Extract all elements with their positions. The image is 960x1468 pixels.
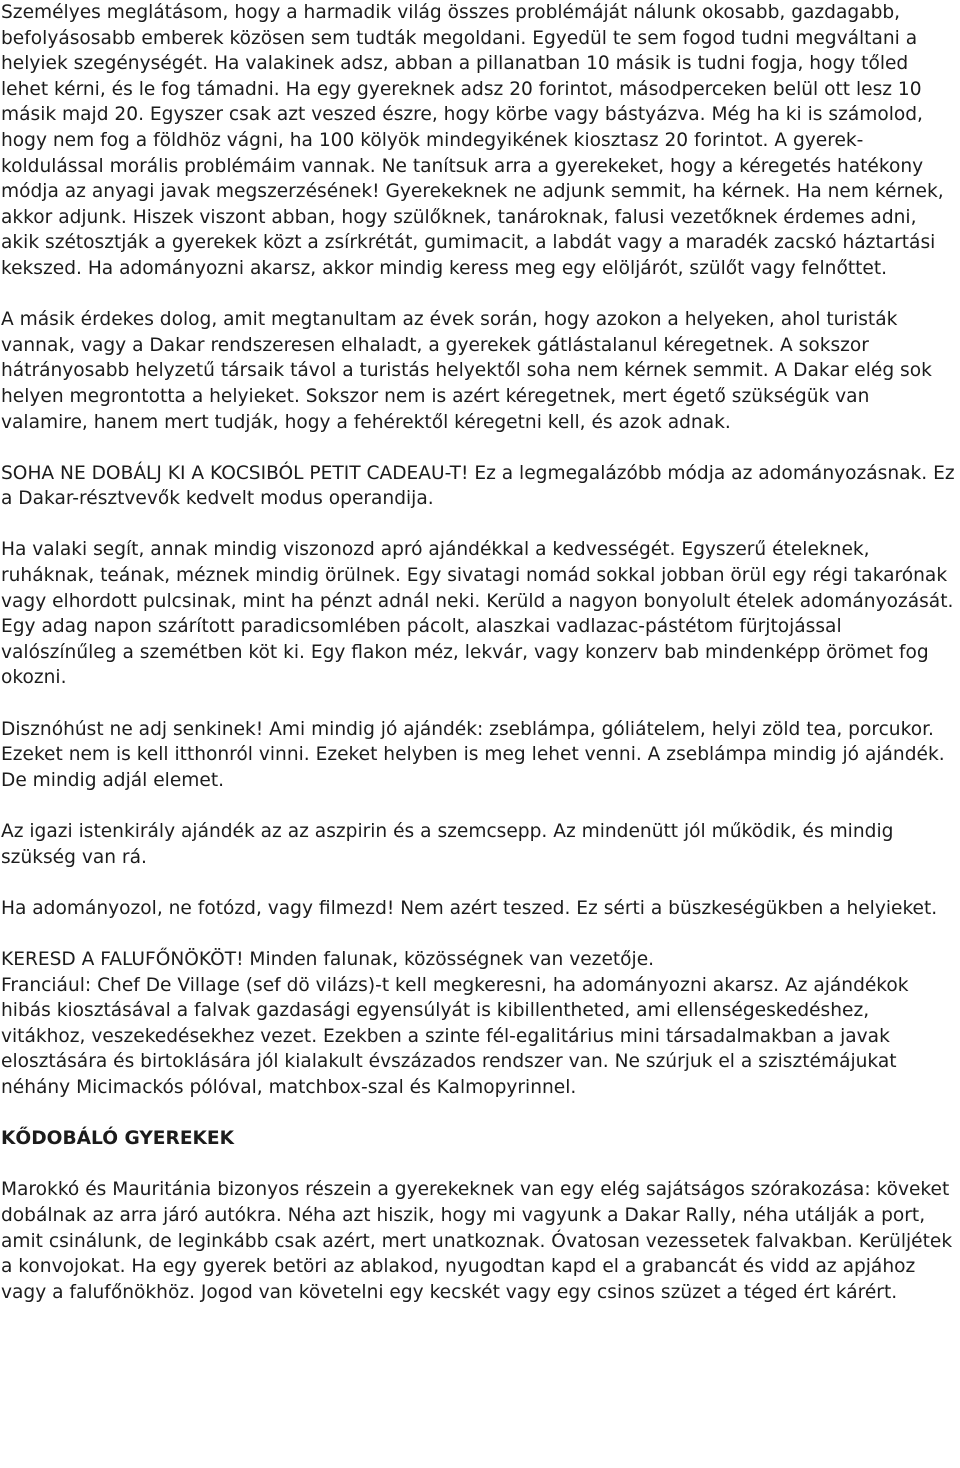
- paragraph-tourist-begging: A másik érdekes dolog, amit megtanultam az évek során, hogy azokon a helyeken, ahol turisták vannak, vagy a Dakar rendszeresen elhaladt, a gyerekek gátlástalanul kéregetnek. A sokszor hátrányosabb helyzetű társaik távol a turistás helyektől soha nem kérnek semmit. A Dakar elég sok helyen megrontotta a helyieket. Sokszor nem is azért kéregetnek, mert égető szükségük van valamire, hanem mert tudják, hogy a fehérektől kéregetni kell, és azok adnak.: [1, 309, 932, 433]
- paragraph-pork: Disznóhúst ne adj senkinek! Ami mindig jó ajándék: zseblámpa, góliátelem, helyi zöld tea, porcukor. Ezeket nem is kell itthonról vinni. Ezeket helyben is meg lehet venni. A zseblámpa mindig jó ajándék. De mindig adjál elemet.: [1, 718, 945, 791]
- paragraph-gifts: Ha valaki segít, annak mindig viszonozd apró ajándékkal a kedvességét. Egyszerű ételeknek, ruháknak, teának, méznek mindig örülnek. Egy sivatagi nomád sokkal jobban örül egy régi takarónak vagy elhordott pulcsinak, mint ha pénzt adnál neki. Kerüld a nagyon bonyolult ételek adományozását. Egy adag napon szárított paradicsomlében pácolt, alaszkai vadlazac-pástétom fürjtojással valószínűleg a szemétben köt ki. Egy flakon méz, lekvár, vagy konzerv bab mindenképp örömet fog okozni.: [1, 539, 954, 689]
- paragraph-village-chief: KERESD A FALUFŐNÖKÖT! Minden falunak, közösségnek van vezetője.: [1, 948, 655, 970]
- paragraph-no-photo: Ha adományozol, ne fotózd, vagy filmezd! Nem azért teszed. Ez sérti a büszkeségükben a helyieket.: [1, 897, 938, 919]
- paragraph-petit-cadeau: SOHA NE DOBÁLJ KI A KOCSIBÓL PETIT CADEAU-T! Ez a legmegalázóbb módja az adományozásnak. Ez a Dakar-résztvevők kedvelt modus operandija.: [1, 462, 955, 510]
- paragraph-chef-de-village: Franciául: Chef De Village (sef dö vilázs)-t kell megkeresni, ha adományozni akarsz. Az ajándékok hibás kiosztásával a falvak gazdasági egyensúlyát is kibillentheted, ami ellenségeskedéshez, vitákhoz, veszekedésekhez vezet. Ezekben a szinte fél-egalitárius mini társadalmakban a javak elosztására és birtoklására jól kialakult évszázados rendszer van. Ne szúrjuk el a szisztémájukat néhány Micimackós pólóval, matchbox-szal és Kalmopyrinnel.: [1, 974, 909, 1098]
- section-heading: KŐDOBÁLÓ GYEREKEK: [1, 1128, 235, 1150]
- paragraph-charity-opinion: Személyes meglátásom, hogy a harmadik világ összes problémáját nálunk okosabb, gazdagabb, befolyásosabb emberek közösen sem tudták megoldani. Egyedül te sem fogod tudni megváltani a helyiek szegénységét. Ha valakinek adsz, abban a pillanatban 10 másik is tudni fogja, hogy tőled lehet kérni, és le fog támadni. Ha egy gyereknek adsz 20 forintot, másodperceken belül ott lesz 10 másik majd 20. Egyszer csak azt veszed észre, hogy körbe vagy bástyázva. Még ha ki is számolod, hogy nem fog a földhöz vágni, ha 100 kölyök mindegyikének kiosztasz 20 forintot. A gyerek-koldulással morális problémáim vannak. Ne tanítsuk arra a gyerekeket, hogy a kéregetés hatékony módja az anyagi javak megszerzésének! Gyerekeknek ne adjunk semmit, ha kérnek. Ha nem kérnek, akkor adjunk. Hiszek viszont abban, hogy szülőknek, tanároknak, falusi vezetőknek érdemes adni, akik szétosztják a gyerekek közt a zsírkrétát, gumimacit, a labdát vagy a maradék zacskó háztartási kekszed. Ha adományozni akarsz, akkor mindig keress meg egy elöljárót, szülőt vagy felnőttet.: [1, 2, 944, 279]
- paragraph-aspirin: Az igazi istenkirály ajándék az az aszpirin és a szemcsepp. Az mindenütt jól működik, és mindig szükség van rá.: [1, 821, 894, 868]
- paragraph-stone-throwing: Marokkó és Mauritánia bizonyos részein a gyerekeknek van egy elég sajátságos szórakozása: köveket dobálnak az arra járó autókra. Néha azt hiszik, hogy mi vagyunk a Dakar Rally, néha utálják a port, amit csinálunk, de leginkább csak azért, mert unatkoznak. Óvatosan vezessetek falvakban. Kerüljétek a konvojokat. Ha egy gyerek betöri az ablakod, nyugodtan kapd el a grabancát és vidd az apjához vagy a falufőnökhöz. Jogod van követelni egy kecskét vagy egy csinos szüzet a téged ért kárért.: [1, 1179, 953, 1303]
